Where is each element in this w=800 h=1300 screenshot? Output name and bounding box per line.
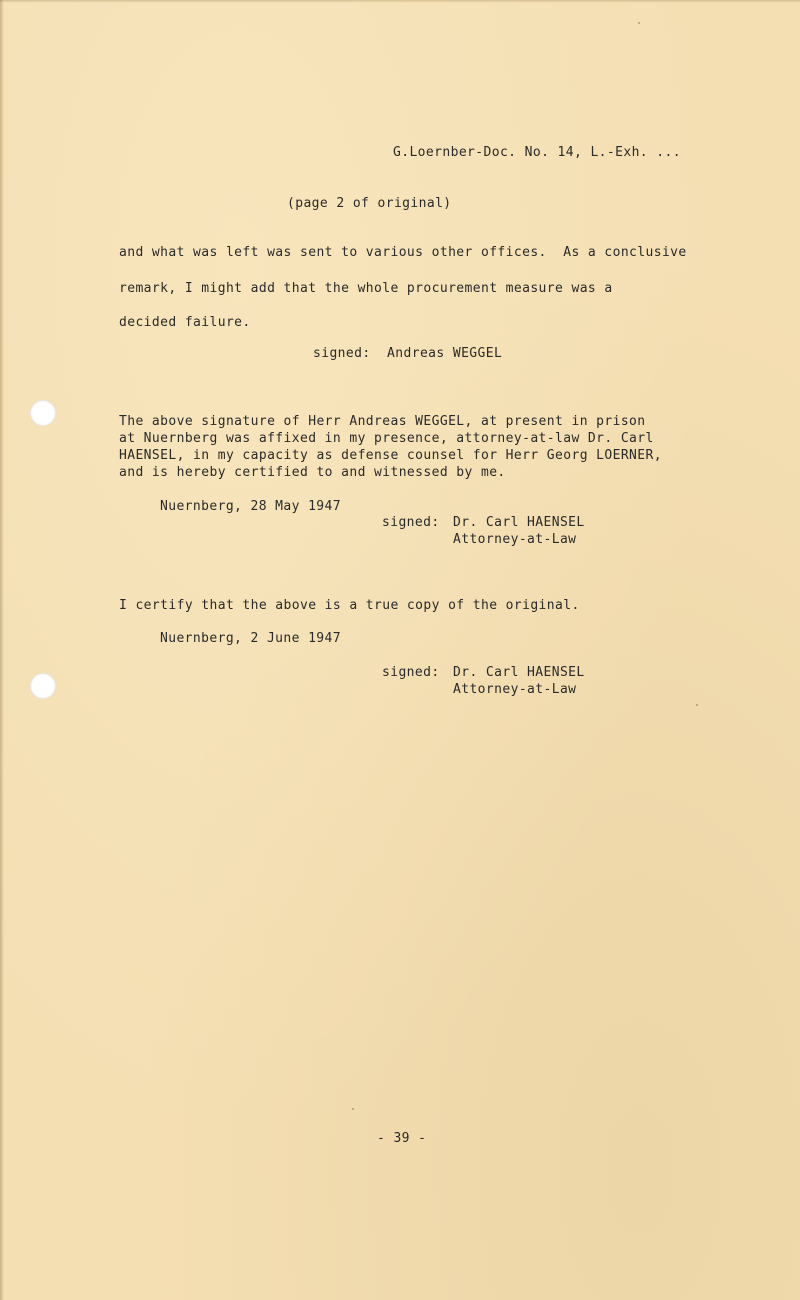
place-date: Nuernberg, 2 June 1947 [160, 631, 341, 646]
paper-speck [638, 22, 640, 24]
signer-name: Dr. Carl HAENSEL [453, 515, 585, 530]
punch-hole-bottom [30, 673, 56, 699]
signature-line: signed: Andreas WEGGEL [313, 346, 503, 361]
punch-hole-top [30, 400, 56, 426]
certification-line: The above signature of Herr Andreas WEGGEL, at present in prison [119, 414, 646, 429]
copy-certification: I certify that the above is a true copy of the original. [119, 598, 580, 613]
paragraph-line: remark, I might add that the whole procurement measure was a [119, 281, 613, 296]
signer-title: Attorney-at-Law [453, 532, 577, 547]
place-date: Nuernberg, 28 May 1947 [160, 499, 341, 514]
certification-line: at Nuernberg was affixed in my presence, attorney-at-law Dr. Carl [119, 431, 654, 446]
page-edge-shadow [0, 0, 4, 1300]
signed-label: signed: [382, 515, 440, 530]
paper-speck [696, 704, 698, 706]
page-top-shadow [0, 0, 800, 3]
paragraph-line: decided failure. [119, 315, 251, 330]
page-number: - 39 - [377, 1131, 427, 1146]
paper-speck [352, 1108, 354, 1110]
signer-name: Dr. Carl HAENSEL [453, 665, 585, 680]
certification-line: HAENSEL, in my capacity as defense counsel for Herr Georg LOERNER, [119, 448, 662, 463]
certification-line: and is hereby certified to and witnessed by me. [119, 465, 506, 480]
signed-label: signed: [382, 665, 440, 680]
document-reference: G.Loernber-Doc. No. 14, L.-Exh. ... [393, 145, 681, 160]
page-note: (page 2 of original) [287, 196, 452, 211]
paragraph-line: and what was left was sent to various other offices. As a conclusive [119, 245, 687, 260]
signer-title: Attorney-at-Law [453, 682, 577, 697]
